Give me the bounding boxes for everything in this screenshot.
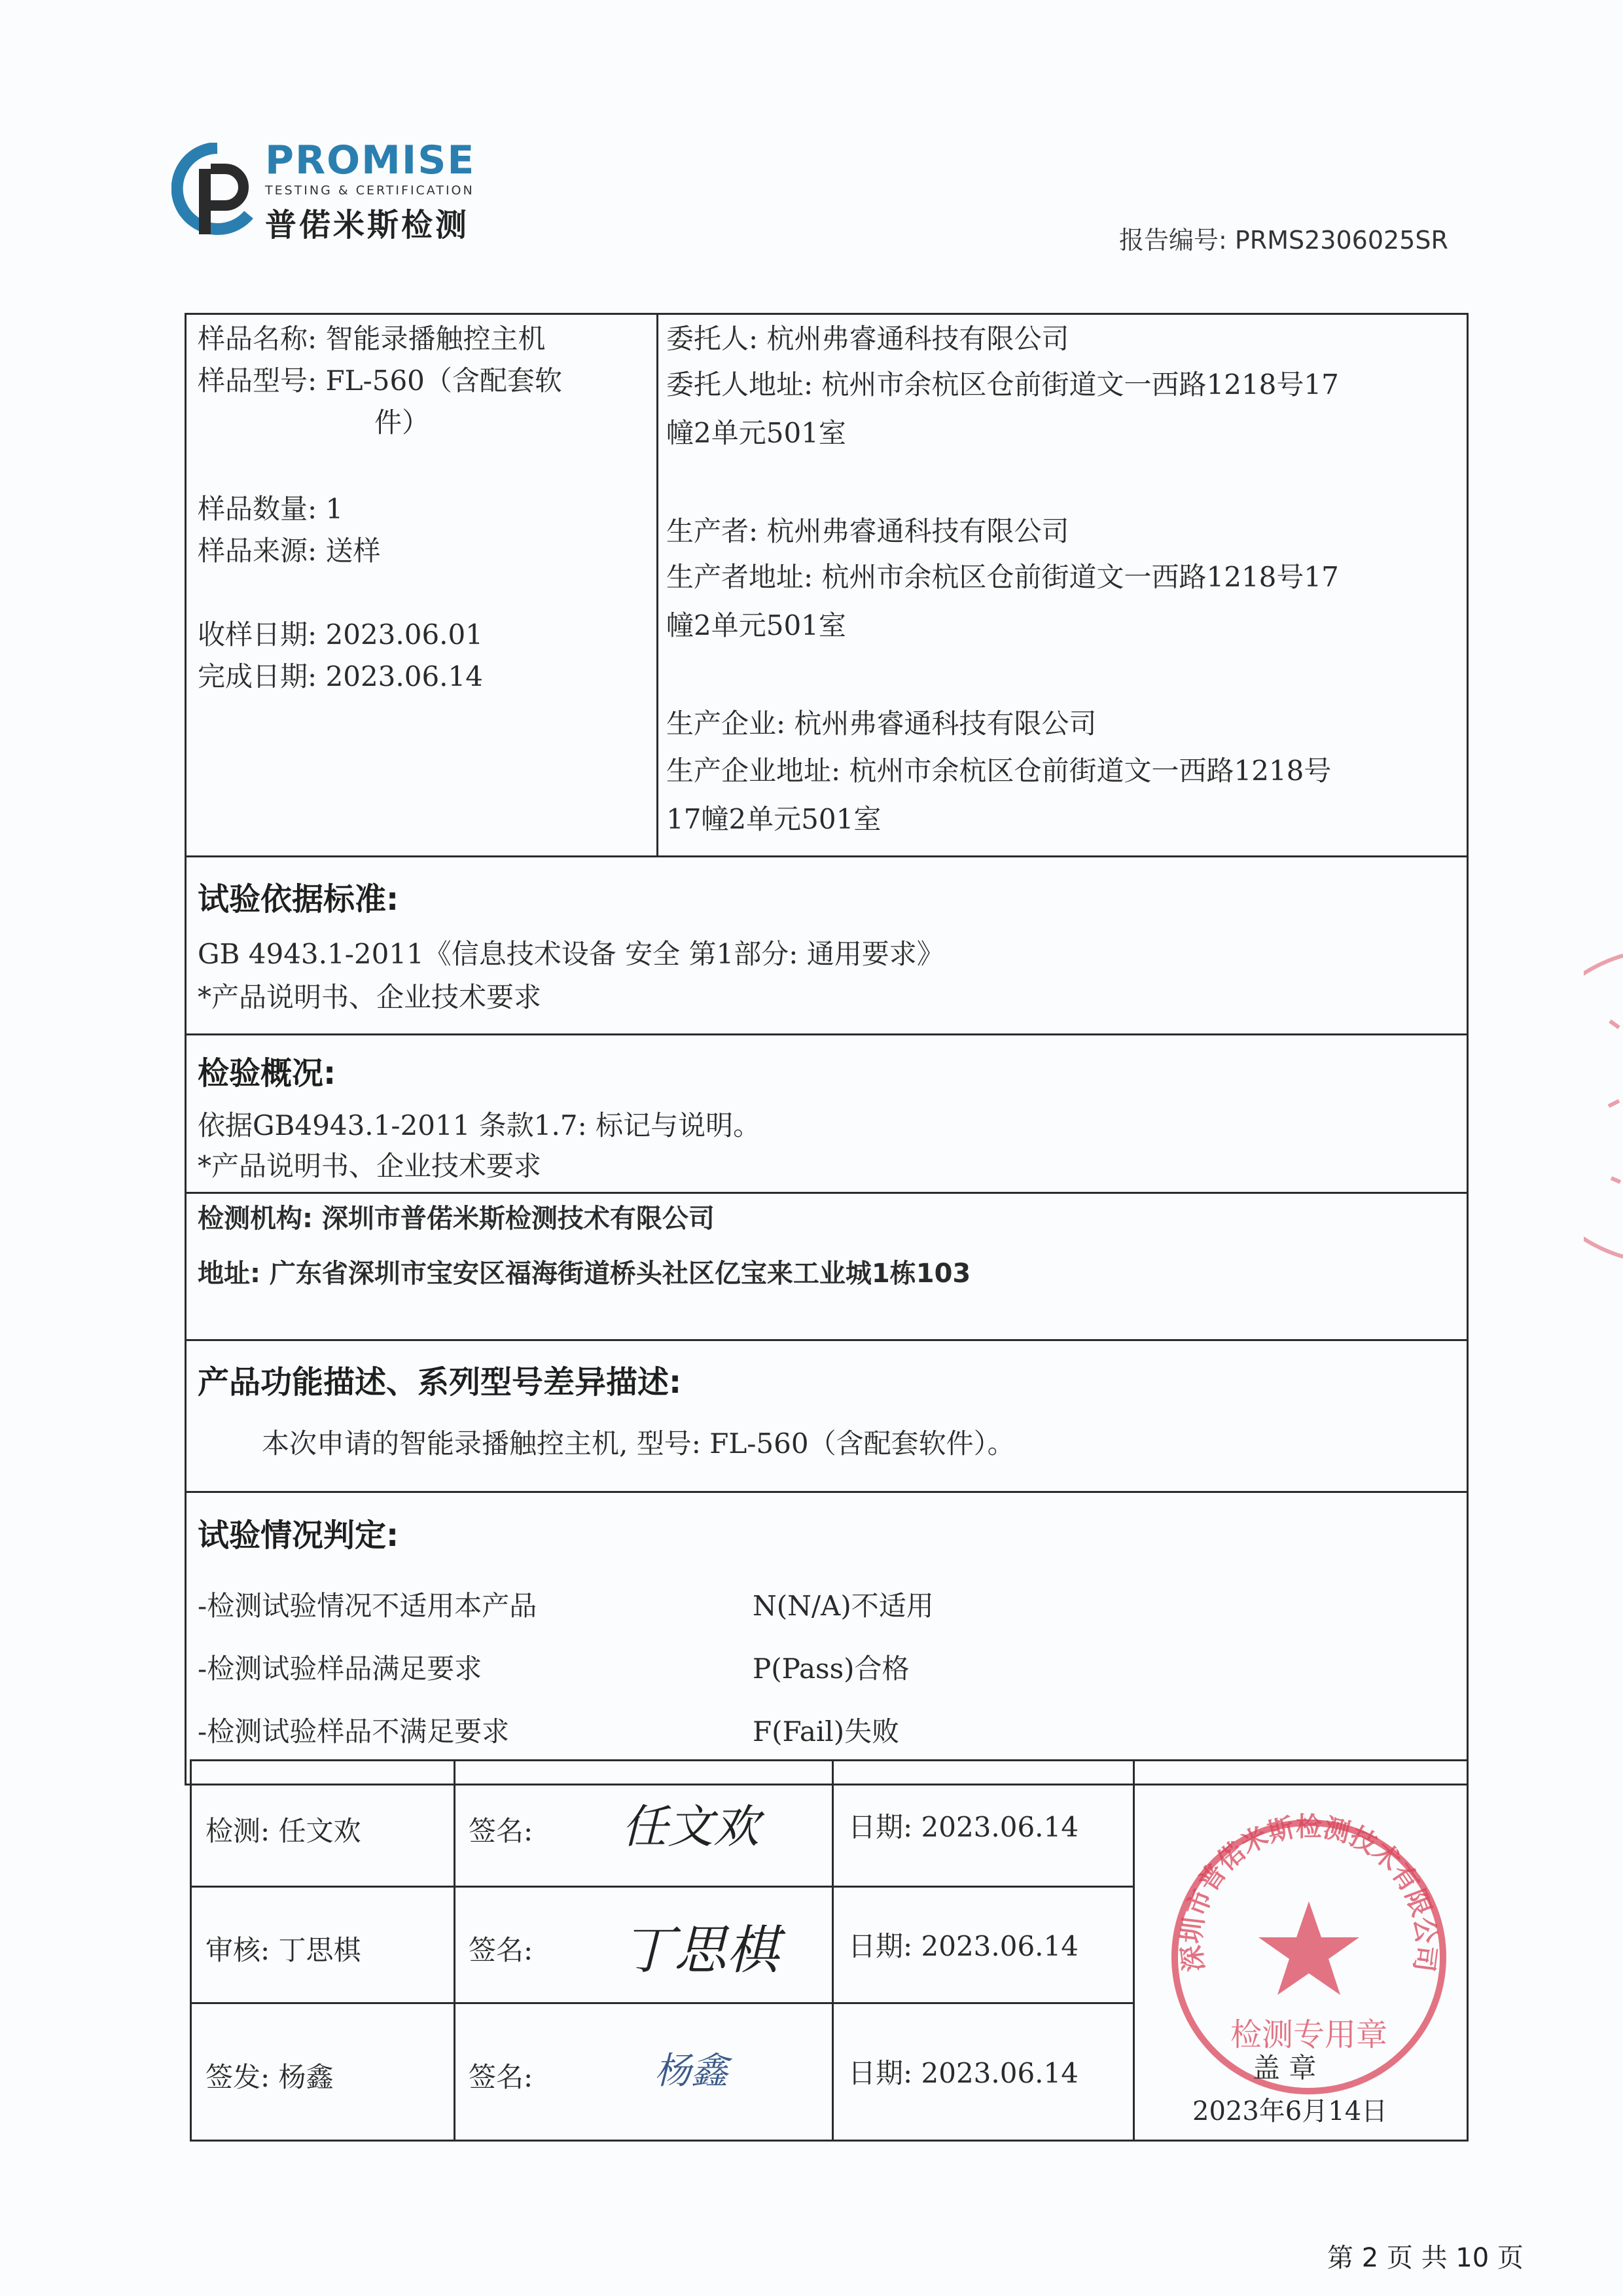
seal-label: 盖 章 — [1253, 2052, 1317, 2084]
issuer-role: 签发: 杨鑫 — [205, 2061, 334, 2093]
edge-seal-icon — [1584, 942, 1623, 1270]
product-description: 本次申请的智能录播触控主机, 型号: FL-560（含配套软件）。 — [262, 1427, 1015, 1460]
sample-model-cont: 件） — [374, 406, 430, 439]
producer-address-cont: 幢2单元501室 — [666, 609, 846, 641]
sample-source: 样品来源: 送样 — [198, 535, 381, 567]
verdict-code-na: N(N/A)不适用 — [753, 1590, 934, 1622]
verdict-code-fail: F(Fail)失败 — [753, 1715, 900, 1748]
completed-date: 完成日期: 2023.06.14 — [198, 660, 483, 692]
reviewer-date: 日期: 2023.06.14 — [848, 1930, 1079, 1962]
standard-heading: 试验依据标准: — [198, 881, 399, 918]
producer-address: 生产者地址: 杭州市余杭区仓前街道文一西路1218号17 — [666, 561, 1339, 593]
client-name: 委托人: 杭州弗睿通科技有限公司 — [666, 323, 1069, 355]
report-number: 报告编号: PRMS2306025SR — [1119, 226, 1448, 255]
overview-note: *产品说明书、企业技术要求 — [198, 1150, 542, 1182]
brand-name-cn: 普偌米斯检测 — [265, 207, 470, 243]
brand-subtitle: TESTING & CERTIFICATION — [265, 183, 474, 198]
product-heading: 产品功能描述、系列型号差异描述: — [198, 1364, 682, 1401]
page-number: 第 2 页 共 10 页 — [1327, 2243, 1524, 2273]
tester-signature: 任文欢 — [622, 1800, 759, 1854]
enterprise-address: 生产企业地址: 杭州市余杭区仓前街道文一西路1218号 — [666, 755, 1332, 787]
received-date: 收样日期: 2023.06.01 — [198, 619, 483, 651]
verdict-desc-pass: -检测试验样品满足要求 — [198, 1653, 482, 1685]
client-address: 委托人地址: 杭州市余杭区仓前街道文一西路1218号17 — [666, 368, 1339, 401]
reviewer-role: 审核: 丁思棋 — [205, 1934, 361, 1966]
client-address-cont: 幢2单元501室 — [666, 417, 846, 449]
sample-name: 样品名称: 智能录播触控主机 — [198, 323, 546, 355]
verdict-desc-fail: -检测试验样品不满足要求 — [198, 1715, 510, 1748]
verdict-heading: 试验情况判定: — [198, 1517, 399, 1554]
reviewer-sign-label: 签名: — [469, 1934, 533, 1966]
verdict-desc-na: -检测试验情况不适用本产品 — [198, 1590, 537, 1622]
tester-sign-label: 签名: — [469, 1815, 533, 1847]
producer-name: 生产者: 杭州弗睿通科技有限公司 — [666, 515, 1069, 547]
sample-quantity: 样品数量: 1 — [198, 493, 344, 525]
standard-line: GB 4943.1-2011《信息技术设备 安全 第1部分: 通用要求》 — [198, 938, 944, 970]
lab-address: 地址: 广东省深圳市宝安区福海街道桥头社区亿宝来工业城1栋103 — [198, 1259, 971, 1289]
issuer-signature: 杨鑫 — [654, 2050, 728, 2092]
seal-bottom-text: 检测专用章 — [1230, 2017, 1388, 2053]
overview-line: 依据GB4943.1-2011 条款1.7: 标记与说明。 — [198, 1109, 761, 1141]
enterprise-name: 生产企业: 杭州弗睿通科技有限公司 — [666, 708, 1097, 740]
tester-date: 日期: 2023.06.14 — [848, 1811, 1079, 1843]
brand-name-en: PROMISE — [265, 137, 476, 183]
promise-logo-icon — [171, 143, 263, 241]
reviewer-signature: 丁思棋 — [622, 1920, 779, 1981]
seal-date: 2023年6月14日 — [1192, 2096, 1388, 2126]
lab-org: 检测机构: 深圳市普偌米斯检测技术有限公司 — [198, 1204, 715, 1234]
sample-model: 样品型号: FL-560（含配套软 — [198, 365, 562, 397]
tester-role: 检测: 任文欢 — [205, 1815, 361, 1847]
enterprise-address-cont: 17幢2单元501室 — [666, 803, 882, 835]
seal-arc-text: 深圳市普偌米斯检测技术有限公司 — [1177, 1812, 1441, 1974]
verdict-code-pass: P(Pass)合格 — [753, 1653, 910, 1685]
issuer-date: 日期: 2023.06.14 — [848, 2057, 1079, 2089]
issuer-sign-label: 签名: — [469, 2061, 533, 2093]
standard-note: *产品说明书、企业技术要求 — [198, 981, 542, 1013]
overview-heading: 检验概况: — [198, 1055, 336, 1092]
